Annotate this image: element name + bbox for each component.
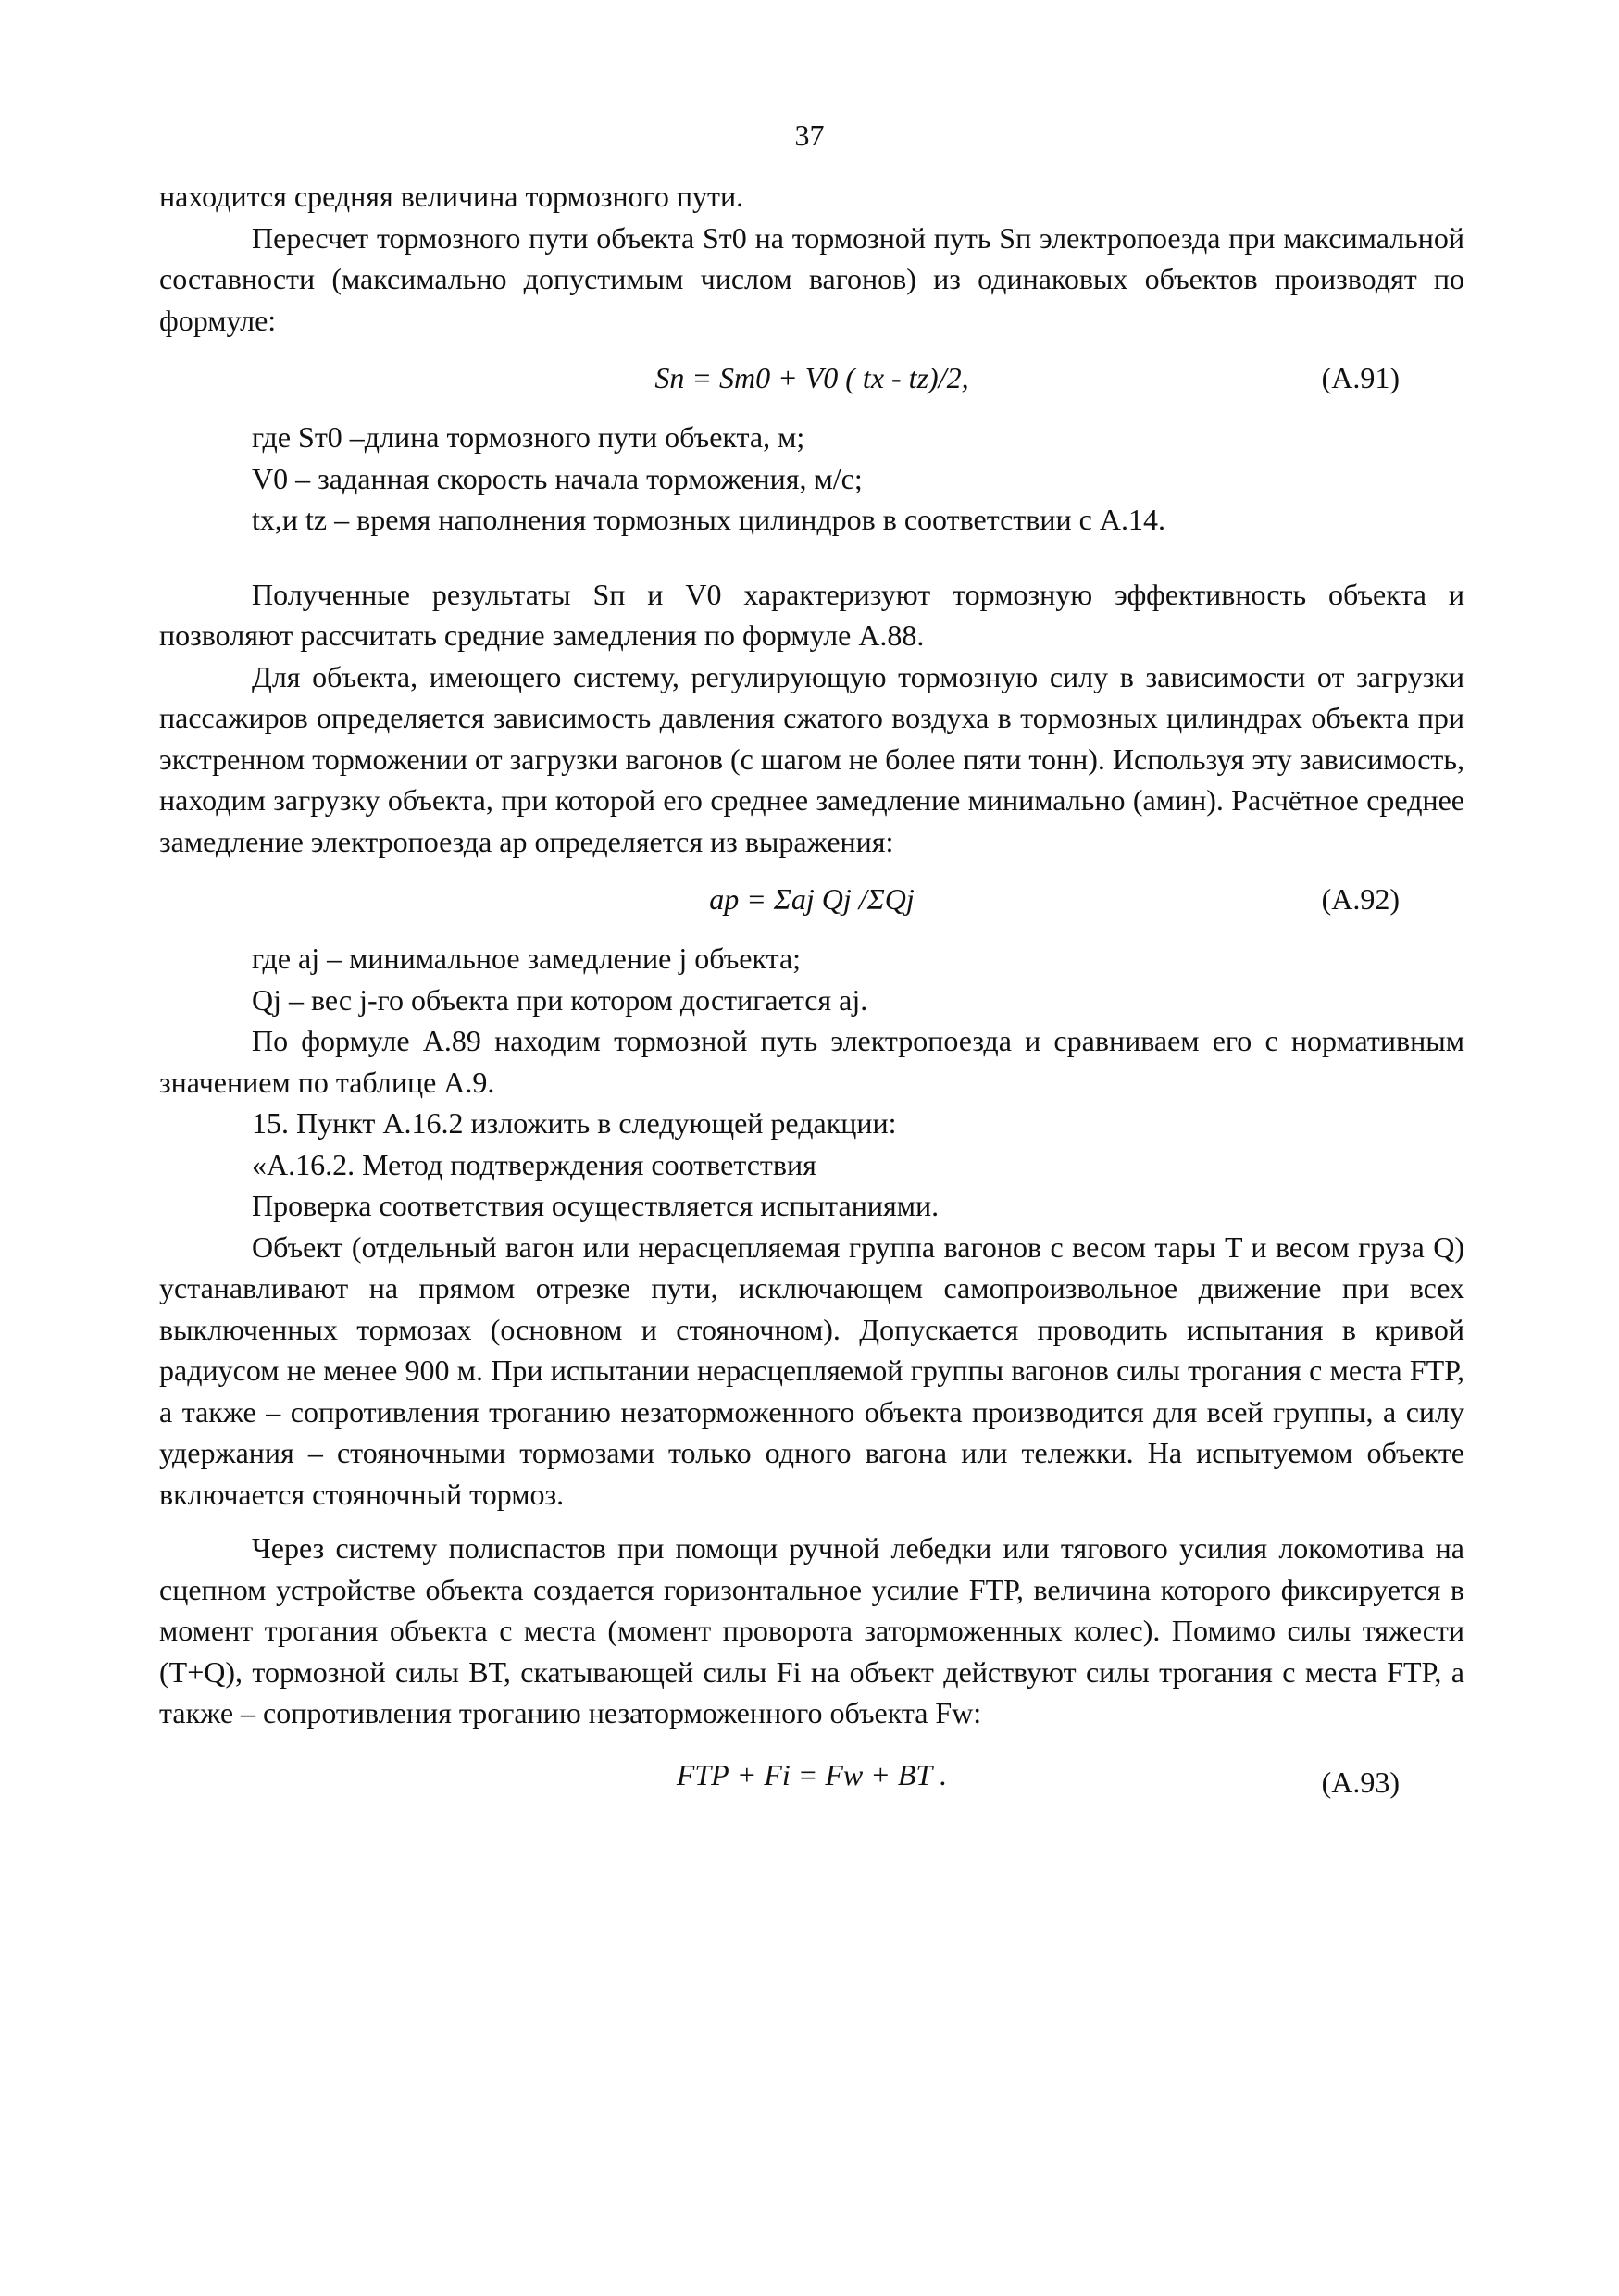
document-body bbox=[159, 176, 1464, 1817]
page-number: 37 bbox=[794, 119, 825, 152]
paragraph-object-setup: Объект (отдельный вагон или нерасцепляемая группа вагонов с весом тары T и весом груза Q) устанавливают на прямом отрезке пути, исключающем самопроизвольное движение при всех выключенных тормозах (основном и стояночном). Допускается проводить испытания в кривой радиусом не менее 900 м. При испытании нерасцепляемой группы вагонов силы трогания с места FТР, а также – сопротивления троганию незаторможенного объекта производится для всей группы, а силу удержания – стояночными тормозами только одного вагона или тележки. На испытуемом объекте включается стояночный тормоз. bbox=[159, 1229, 1464, 1511]
formula-a92 bbox=[159, 862, 1464, 938]
where-item-2: V0 – заданная скорость начала торможения, м/с; bbox=[252, 461, 863, 495]
paragraph-results: Полученные результаты Sп и V0 характеризуют тормозную эффективность объекта и позволяют рассчитать средние замедления по формуле А.88. bbox=[159, 577, 1464, 652]
formula-a91-number: (А.91) bbox=[1321, 361, 1400, 394]
formula-a93-expression: FТР + Fi = Fw + BТ . bbox=[676, 1757, 948, 1791]
formula-a91-expression: Sп = Sт0 + V0 ( tx - tz)/2, bbox=[654, 361, 969, 394]
where-item-1: где Sт0 –длина тормозного пути объекта, м; bbox=[252, 420, 805, 454]
paragraph-pulley-system: Через систему полиспастов при помощи ручной лебедки или тягового усилия локомотива на сцепном устройстве объекта создается горизонтальное усилие FТР, величина которого фиксируется в момент трогания объекта с места (момент проворота заторможенных колес). Помимо силы тяжести (T+Q), тормозной силы BТ, скатывающей силы Fi на объект действуют силы трогания с места FТР, а также – сопротивления троганию незаторможенного объекта Fw: bbox=[159, 1531, 1464, 1729]
paragraph-load-dependency: Для объекта, имеющего систему, регулирующую тормозную силу в зависимости от загрузки пассажиров определяется зависимость давления сжатого воздуха в тормозных цилиндрах объекта при экстренном торможении от загрузки вагонов (с шагом не более пяти тонн). Используя эту зависимость, находим загрузку объекта, при которой его среднее замедление минимально (aмин). Расчётное среднее замедление электропоезда ap определяется из выражения: bbox=[159, 659, 1464, 858]
paragraph-a16-2-title: «А.16.2. Метод подтверждения соответствия bbox=[252, 1147, 816, 1181]
paragraph-verification: Проверка соответствия осуществляется испытаниями. bbox=[252, 1189, 940, 1222]
formula-a92-number: (А.92) bbox=[1321, 882, 1400, 916]
where-item-3: tx,и tz – время наполнения тормозных цилиндров в соответствии с А.14. bbox=[252, 503, 1165, 536]
formula-a91 bbox=[159, 341, 1464, 417]
where-item-5: Qj – вес j-го объекта при котором достигается aj. bbox=[252, 982, 868, 1017]
formula-a93-number: (А.93) bbox=[1321, 1765, 1400, 1799]
formula-a93 bbox=[159, 1734, 1464, 1817]
paragraph-continuation: находится средняя величина тормозного пути. bbox=[159, 180, 744, 213]
paragraph-recalc: Пересчет тормозного пути объекта Sт0 на тормозной путь Sп электропоезда при максимальной составности (максимально допустимым числом вагонов) из одинаковых объектов производят по формуле: bbox=[159, 220, 1464, 337]
paragraph-item-15: 15. Пункт А.16.2 изложить в следующей редакции: bbox=[252, 1106, 897, 1140]
formula-a92-expression: ap = Σaj Qj /ΣQj bbox=[709, 882, 915, 916]
paragraph-formula-a89: По формуле А.89 находим тормозной путь электропоезда и сравниваем его с нормативным значением по таблице А.9. bbox=[159, 1024, 1464, 1099]
where-item-4: где aj – минимальное замедление j объекта; bbox=[252, 942, 802, 975]
